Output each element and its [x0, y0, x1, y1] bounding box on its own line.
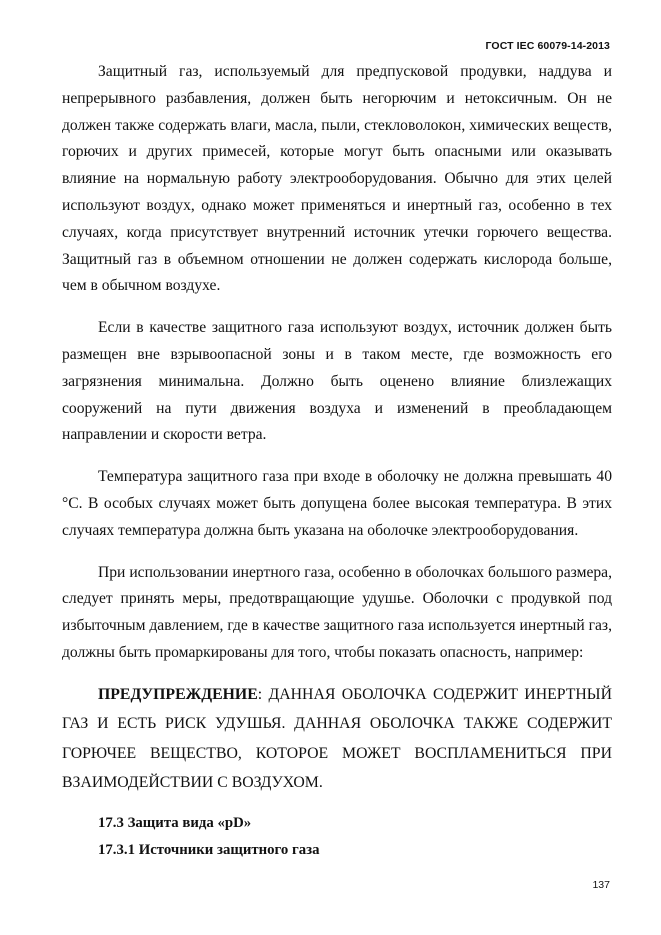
paragraph-gas-temperature: Температура защитного газа при входе в оболочку не должна превышать 40 °С. В особых случаях может быть допущена более высокая температура. В этих случаях температура должна быть указана на оболочке электрооборудования. [62, 468, 612, 539]
paragraph-air-source-placement: Если в качестве защитного газа используют воздух, источник должен быть размещен вне взрывоопасной зоны и в таком месте, где возможность его загрязнения минимальна. Должно быть оценено влияние близлежащих сооружений на пути движения воздуха и изменений в преобладающем направлении и скорости ветра. [62, 319, 612, 444]
warning-text: : ДАННАЯ ОБОЛОЧКА СОДЕРЖИТ ИНЕРТНЫЙ ГАЗ И ЕСТЬ РИСК УДУШЬЯ. ДАННАЯ ОБОЛОЧКА ТАКЖЕ СОДЕРЖИТ ГОРЮЧЕЕ ВЕЩЕСТВО, КОТОРОЕ МОЖЕТ ВОСПЛАМЕНИТЬСЯ ПРИ ВЗАИМОДЕЙСТВИИ С ВОЗДУХОМ. [62, 685, 612, 792]
page-number: 137 [592, 879, 610, 891]
paragraph-protective-gas-requirements: Защитный газ, используемый для предпусковой продувки, наддува и непрерывного разбавления, должен быть негорючим и нетоксичным. Он не должен также содержать влаги, масла, пыли, стекловолокон, химических веществ, горючих и других примесей, которые могут быть опасными или оказывать влияние на нормальную работу электрооборудования. Обычно для этих целей используют воздух, однако может применяться и инертный газ, особенно в тех случаях, когда присутствует внутренний источник утечки горючего вещества. Защитный газ в объемном отношении не должен содержать кислорода больше, чем в обычном воздухе. [62, 63, 612, 295]
paragraph-inert-gas-marking: При использовании инертного газа, особенно в оболочках большого размера, следует принять меры, предотвращающие удушье. Оболочки с продувкой под избыточным давлением, где в качестве защитного газа используется инертный газ, должны быть промаркированы для того, чтобы показать опасность, например: [62, 563, 612, 661]
document-standard-header: ГОСТ IEC 60079-14-2013 [485, 40, 610, 52]
section-heading: 17.3 Защита вида «pD» [98, 814, 252, 831]
warning-paragraph [62, 680, 612, 798]
subsection-heading: 17.3.1 Источники защитного газа [98, 841, 320, 858]
page-body [62, 59, 612, 860]
warning-label: ПРЕДУПРЕЖДЕНИЕ [98, 685, 258, 703]
